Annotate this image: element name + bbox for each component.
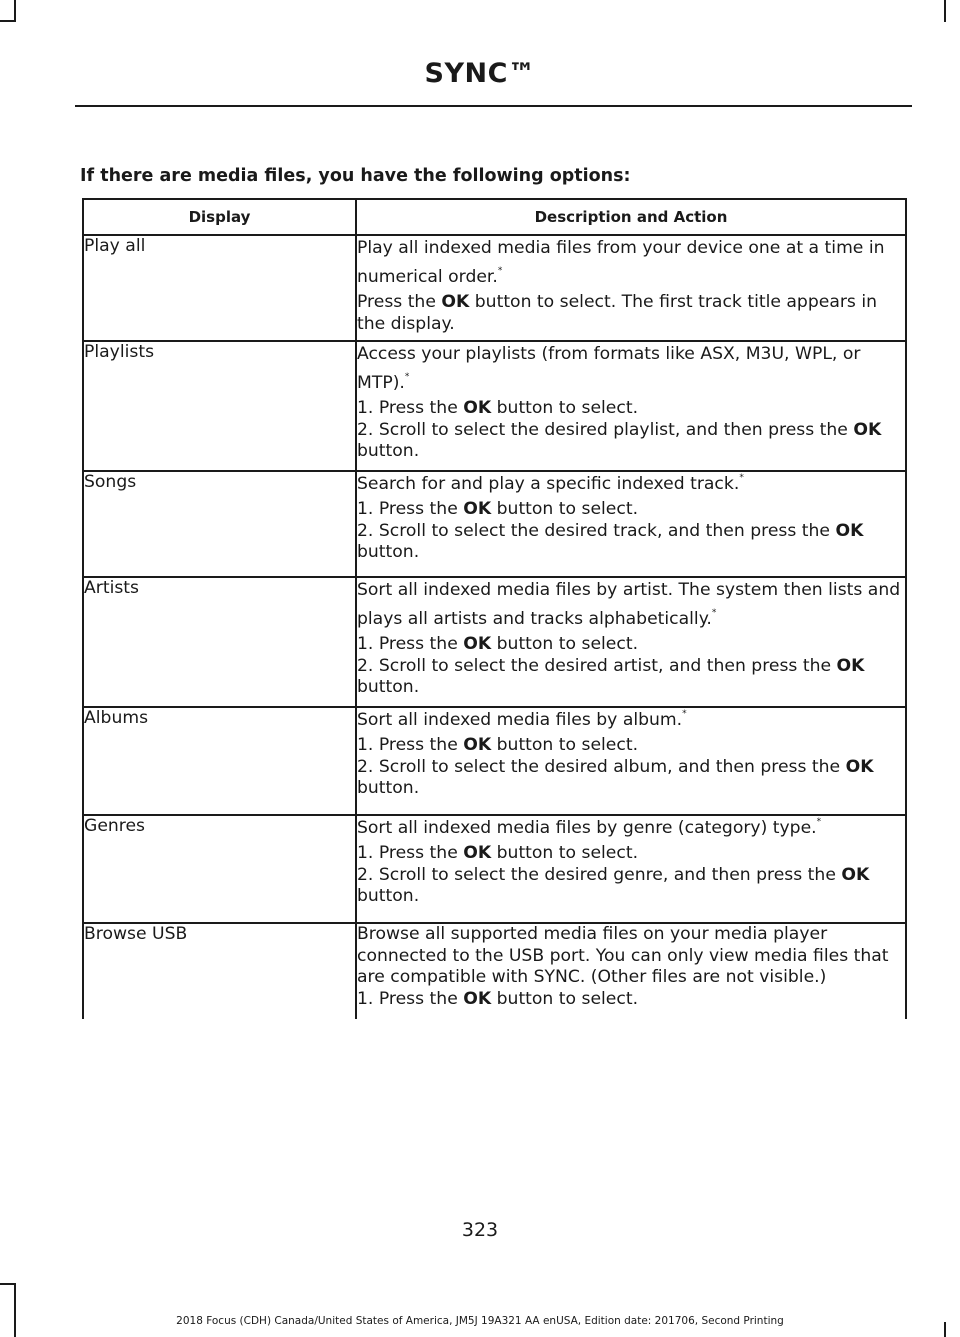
step-text: 2. Scroll to select the desired genre, and then press the	[357, 864, 842, 885]
crop-mark-top-right	[944, 0, 946, 22]
crop-mark-top-left-v	[14, 0, 16, 22]
footnote-asterisk: *	[739, 473, 744, 483]
ok-button-reference: OK	[463, 499, 492, 519]
table-row	[83, 471, 906, 577]
description-lead-text: Sort all indexed media files by genre (category) type.	[357, 818, 817, 838]
table-row	[83, 341, 906, 471]
table-row	[83, 707, 906, 815]
media-options-table	[82, 198, 907, 1019]
display-label: Albums	[84, 708, 149, 728]
description-lead-text: Sort all indexed media files by album.	[357, 710, 683, 730]
crop-mark-top-left-h	[0, 20, 16, 22]
description-lead	[357, 234, 905, 292]
display-cell	[83, 707, 356, 815]
display-label: Playlists	[84, 342, 155, 362]
display-cell	[83, 471, 356, 577]
step-text: 2. Scroll to select the desired album, and then press the	[357, 756, 846, 777]
display-label: Genres	[84, 816, 146, 836]
action-step	[357, 735, 905, 757]
crop-mark-bottom-left-h	[0, 1283, 16, 1285]
description-cell	[356, 471, 906, 577]
page-header-title: SYNC™	[424, 58, 536, 89]
ok-button-reference: OK	[463, 735, 492, 755]
footnote-asterisk: *	[711, 608, 717, 618]
step-text: 2. Scroll to select the desired track, and then press the	[357, 520, 836, 541]
step-text: 1. Press the	[357, 843, 464, 863]
step-text-tail: button to select.	[491, 735, 639, 755]
display-label: Play all	[84, 236, 146, 256]
table-row	[83, 923, 906, 1019]
ok-button-reference: OK	[845, 756, 874, 777]
step-text-tail: button.	[357, 677, 420, 697]
display-cell	[83, 577, 356, 707]
ok-button-reference: OK	[441, 292, 470, 312]
description-lead-text: Access your playlists (from formats like ASX, M3U, WPL, or MTP).	[357, 344, 861, 393]
step-text: 1. Press the	[357, 398, 464, 418]
description-lead	[357, 814, 905, 843]
footnote-asterisk: *	[497, 266, 503, 276]
step-text: 1. Press the	[357, 499, 464, 519]
column-header-description: Description and Action	[356, 199, 906, 235]
footnote-asterisk: *	[682, 709, 687, 719]
ok-button-reference: OK	[841, 864, 870, 885]
description-lead-text: Sort all indexed media files by artist. The system then lists and plays all artists and tracks alphabetically.	[357, 580, 901, 629]
page-number: 323	[461, 1219, 499, 1241]
description-lead-text: Search for and play a specific indexed track.	[357, 474, 740, 494]
step-text: 2. Scroll to select the desired artist, and then press the	[357, 655, 837, 676]
table-row	[83, 577, 906, 707]
step-text: 1. Press the	[357, 988, 464, 1009]
display-cell	[83, 235, 356, 341]
step-text-tail: button.	[357, 542, 420, 562]
column-header-display: Display	[83, 199, 356, 235]
step-text: 2. Scroll to select the desired playlist, and then press the	[357, 419, 854, 440]
table-row	[83, 815, 906, 923]
header-rule	[75, 105, 912, 107]
table-row	[83, 235, 906, 341]
description-lead	[357, 470, 905, 499]
display-cell	[83, 815, 356, 923]
description-cell	[356, 341, 906, 471]
step-text-tail: button to select.	[491, 843, 639, 863]
description-lead	[357, 340, 905, 398]
step-text-tail: button to select.	[491, 988, 639, 1009]
description-lead	[357, 576, 905, 634]
action-step	[357, 634, 905, 656]
description-lead	[357, 924, 905, 989]
footnote-asterisk: *	[816, 817, 822, 827]
step-text: 1. Press the	[357, 735, 464, 755]
description-cell	[356, 923, 906, 1019]
step-text-tail: button.	[357, 886, 420, 906]
footer-edition-info: 2018 Focus (CDH) Canada/United States of America, JM5J 19A321 AA enUSA, Edition date: 201706, Second Printing	[176, 1315, 784, 1327]
step-text: 1. Press the	[357, 634, 464, 654]
display-cell	[83, 923, 356, 1019]
footnote-asterisk: *	[404, 372, 410, 382]
action-step	[357, 656, 905, 699]
display-label: Songs	[84, 472, 137, 492]
description-lead-text: Browse all supported media files on your media player connected to the USB port. You can only view media files that are compatible with SYNC. (Other files are not visible.)	[357, 924, 889, 987]
step-text-tail: button to select. The first track title appears in the display.	[357, 292, 878, 334]
table-header-row	[83, 199, 906, 235]
description-lead-text: Play all indexed media files from your device one at a time in numerical order.	[357, 238, 885, 287]
ok-button-reference: OK	[836, 655, 865, 676]
ok-button-reference: OK	[463, 988, 492, 1009]
step-text-tail: button to select.	[491, 499, 639, 519]
description-cell	[356, 235, 906, 341]
ok-button-reference: OK	[835, 520, 864, 541]
step-text-tail: button.	[357, 778, 420, 798]
ok-button-reference: OK	[853, 419, 882, 440]
ok-button-reference: OK	[463, 398, 492, 418]
ok-button-reference: OK	[463, 634, 492, 654]
crop-mark-bottom-left-v	[14, 1283, 16, 1337]
action-step	[357, 499, 905, 521]
display-cell	[83, 341, 356, 471]
step-text-tail: button to select.	[491, 634, 639, 654]
action-step	[357, 865, 905, 908]
description-cell	[356, 815, 906, 923]
step-text: Press the	[357, 292, 442, 312]
step-text-tail: button.	[357, 441, 420, 461]
description-lead	[357, 706, 905, 735]
action-step	[357, 398, 905, 420]
action-step	[357, 843, 905, 865]
table-body	[83, 235, 906, 1019]
action-step	[357, 989, 905, 1011]
step-text-tail: button to select.	[491, 398, 639, 418]
description-cell	[356, 707, 906, 815]
action-step	[357, 757, 905, 800]
section-intro: If there are media files, you have the following options:	[80, 166, 631, 186]
ok-button-reference: OK	[463, 843, 492, 863]
display-label: Artists	[84, 578, 139, 598]
action-step	[357, 521, 905, 564]
action-step	[357, 420, 905, 463]
description-cell	[356, 577, 906, 707]
display-label: Browse USB	[84, 924, 188, 944]
action-step	[357, 292, 905, 335]
